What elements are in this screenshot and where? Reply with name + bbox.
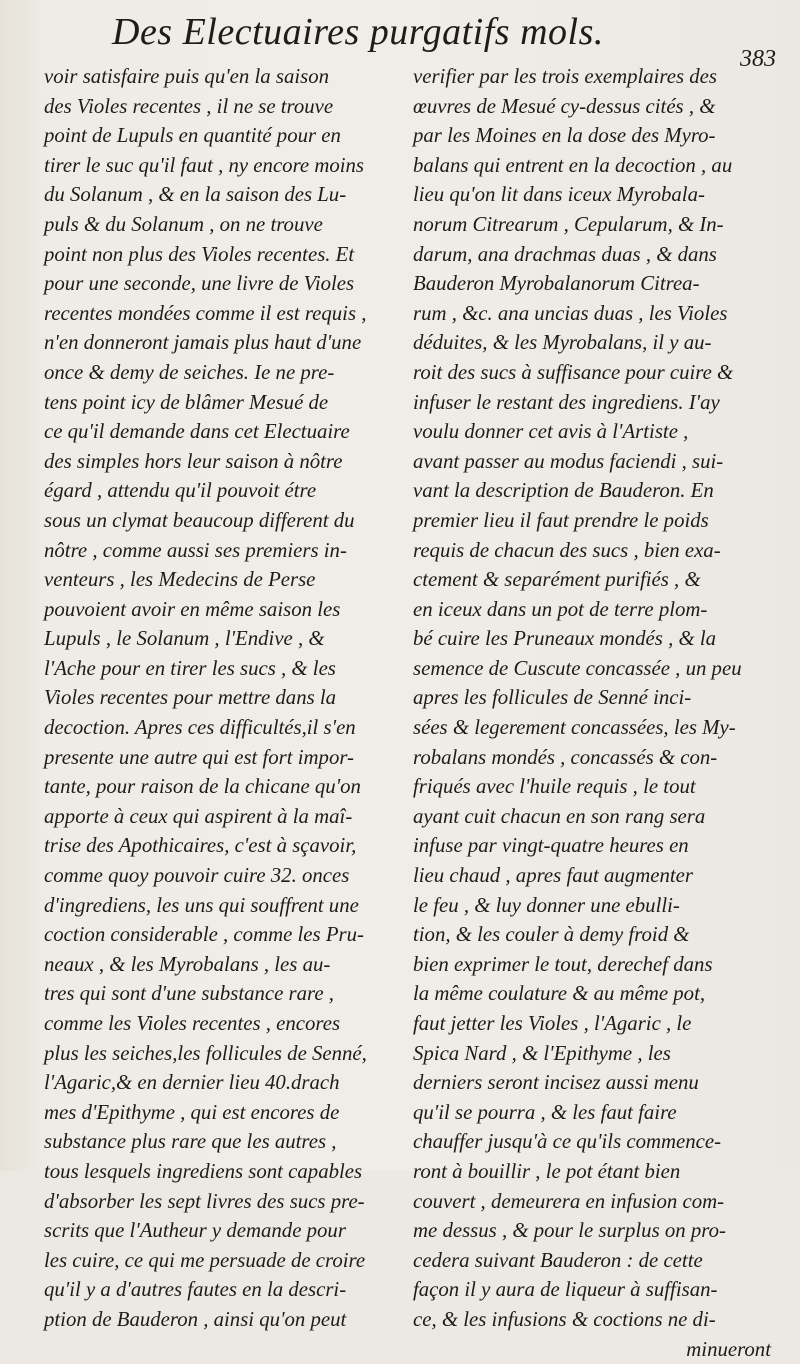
text-line: balans qui entrent en la decoction , au <box>413 153 733 177</box>
text-line: voulu donner cet avis à l'Artiste , <box>413 420 689 444</box>
text-line: scrits que l'Autheur y demande pour <box>44 1219 346 1243</box>
text-line: par les Moines en la dose des Myro- <box>413 124 716 148</box>
text-line: lieu qu'on lit dans iceux Myrobala- <box>413 183 705 207</box>
text-line: les cuire, ce qui me persuade de croire <box>44 1248 366 1272</box>
text-line: apporte à ceux qui aspirent à la maî- <box>44 804 353 828</box>
text-line: plus les seiches,les follicules de Senné, <box>44 1041 367 1065</box>
text-line: nôtre , comme aussi ses premiers in- <box>44 538 347 562</box>
text-line: ce qu'il demande dans cet Electuaire <box>44 420 350 444</box>
text-line: tous lesquels ingrediens sont capables <box>44 1159 363 1183</box>
text-line: point de Lupuls en quantité pour en <box>44 124 341 148</box>
right-text-column <box>413 62 783 1364</box>
running-head: Des Electuaires purgatifs mols. <box>112 11 604 53</box>
text-line: des simples hors leur saison à nôtre <box>44 449 343 473</box>
text-line: Bauderon Myrobalanorum Citrea- <box>413 272 700 296</box>
text-line: Violes recentes pour mettre dans la <box>44 686 337 710</box>
text-line: égard , attendu qu'il pouvoit étre <box>44 479 317 503</box>
text-line: bé cuire les Pruneaux mondés , & la <box>413 627 717 651</box>
text-line: decoction. Apres ces difficultés,il s'en <box>44 716 356 740</box>
text-line: ce, & les infusions & coctions ne di- <box>413 1307 716 1331</box>
text-line: œuvres de Mesué cy-dessus cités , & <box>413 94 716 118</box>
text-line: vant la description de Bauderon. En <box>413 479 714 503</box>
text-line: façon il y aura de liqueur à suffisan- <box>413 1278 718 1302</box>
text-line: comme quoy pouvoir cuire 32. onces <box>44 864 350 888</box>
page-number: 383 <box>740 46 776 72</box>
catchword: minueront <box>686 1337 771 1361</box>
text-line: roit des sucs à suffisance pour cuire & <box>413 360 734 384</box>
text-line: infuser le restant des ingrediens. I'ay <box>413 390 720 414</box>
text-line: chauffer jusqu'à ce qu'ils commence- <box>413 1130 722 1154</box>
text-line: coction considerable , comme les Pru- <box>44 923 364 947</box>
text-line: bien exprimer le tout, derechef dans <box>413 952 713 976</box>
text-line: couvert , demeurera en infusion com- <box>413 1189 725 1213</box>
text-line: tres qui sont d'une substance rare , <box>44 982 334 1006</box>
text-line: voir satisfaire puis qu'en la saison <box>44 65 330 88</box>
text-line: ption de Bauderon , ainsi qu'on peut <box>44 1307 347 1331</box>
text-line: ayant cuit chacun en son rang sera <box>413 804 706 828</box>
text-line: lieu chaud , apres faut augmenter <box>413 864 693 888</box>
text-line: mes d'Epithyme , qui est encores de <box>44 1100 340 1124</box>
text-line: darum, ana drachmas duas , & dans <box>413 242 717 266</box>
text-line: robalans mondés , concassés & con- <box>413 745 718 769</box>
text-line: apres les follicules de Senné inci- <box>413 686 692 710</box>
text-line: n'en donneront jamais plus haut d'une <box>44 331 362 355</box>
text-line: déduites, & les Myrobalans, il y au- <box>413 331 712 355</box>
text-line: sous un clymat beaucoup different du <box>44 508 355 532</box>
text-line: la même coulature & au même pot, <box>413 982 706 1006</box>
text-line: des Violes recentes , il ne se trouve <box>44 94 334 118</box>
page-header <box>0 10 800 72</box>
text-line: requis de chacun des sucs , bien exa- <box>413 538 721 562</box>
text-line: rum , &c. ana uncias duas , les Violes <box>413 301 728 325</box>
text-line: friqués avec l'huile requis , le tout <box>413 775 696 799</box>
text-line: premier lieu il faut prendre le poids <box>413 508 709 532</box>
text-line: l'Agaric,& en dernier lieu 40.drach <box>44 1071 340 1095</box>
text-line: recentes mondées comme il est requis , <box>44 301 367 325</box>
text-line: infuse par vingt-quatre heures en <box>413 834 689 858</box>
text-line: d'absorber les sept livres des sucs pre- <box>44 1189 365 1213</box>
text-line: d'ingrediens, les uns qui souffrent une <box>44 893 359 917</box>
text-line: verifier par les trois exemplaires des <box>413 65 718 88</box>
text-line: Lupuls , le Solanum , l'Endive , & <box>44 627 325 651</box>
text-line: Spica Nard , & l'Epithyme , les <box>413 1041 671 1065</box>
text-line: qu'il se pourra , & les faut faire <box>413 1100 677 1124</box>
text-line: tirer le suc qu'il faut , ny encore moins <box>44 153 365 177</box>
text-line: faut jetter les Violes , l'Agaric , le <box>413 1012 692 1035</box>
text-line: neaux , & les Myrobalans , les au- <box>44 952 331 976</box>
text-line: en iceux dans un pot de terre plom- <box>413 597 708 621</box>
left-text-column <box>44 62 399 1335</box>
text-line: trise des Apothicaires, c'est à sçavoir, <box>44 834 357 858</box>
text-line: tion, & les couler à demy froid & <box>413 923 690 947</box>
text-line: semence de Cuscute concassée , un peu <box>413 656 742 680</box>
text-line: du Solanum , & en la saison des Lu- <box>44 183 347 207</box>
text-line: pour une seconde, une livre de Violes <box>44 272 355 296</box>
text-line: ctement & separément purifiés , & <box>413 568 701 592</box>
text-line: tante, pour raison de la chicane qu'on <box>44 775 361 799</box>
text-line: point non plus des Violes recentes. Et <box>44 242 355 266</box>
text-line: me dessus , & pour le surplus on pro- <box>413 1219 726 1243</box>
text-line: ront à bouillir , le pot étant bien <box>413 1159 681 1183</box>
text-line: norum Citrearum , Cepularum, & In- <box>413 212 724 236</box>
text-line: substance plus rare que les autres , <box>44 1130 337 1154</box>
text-line: le feu , & luy donner une ebulli- <box>413 893 680 917</box>
text-line: qu'il y a d'autres fautes en la descri- <box>44 1278 347 1302</box>
text-line: l'Ache pour en tirer les sucs , & les <box>44 656 336 680</box>
text-line: venteurs , les Medecins de Perse <box>44 568 316 592</box>
text-line: derniers seront incisez aussi menu <box>413 1071 699 1095</box>
text-line: presente une autre qui est fort impor- <box>44 745 354 769</box>
text-line: avant passer au modus faciendi , sui- <box>413 449 724 473</box>
text-line: sées & legerement concassées, les My- <box>413 716 736 740</box>
text-line: cedera suivant Bauderon : de cette <box>413 1248 703 1272</box>
text-line: tens point icy de blâmer Mesué de <box>44 390 329 414</box>
text-line: pouvoient avoir en même saison les <box>44 597 341 621</box>
text-line: once & demy de seiches. Ie ne pre- <box>44 360 335 384</box>
text-line: puls & du Solanum , on ne trouve <box>44 212 323 236</box>
text-line: comme les Violes recentes , encores <box>44 1012 341 1035</box>
